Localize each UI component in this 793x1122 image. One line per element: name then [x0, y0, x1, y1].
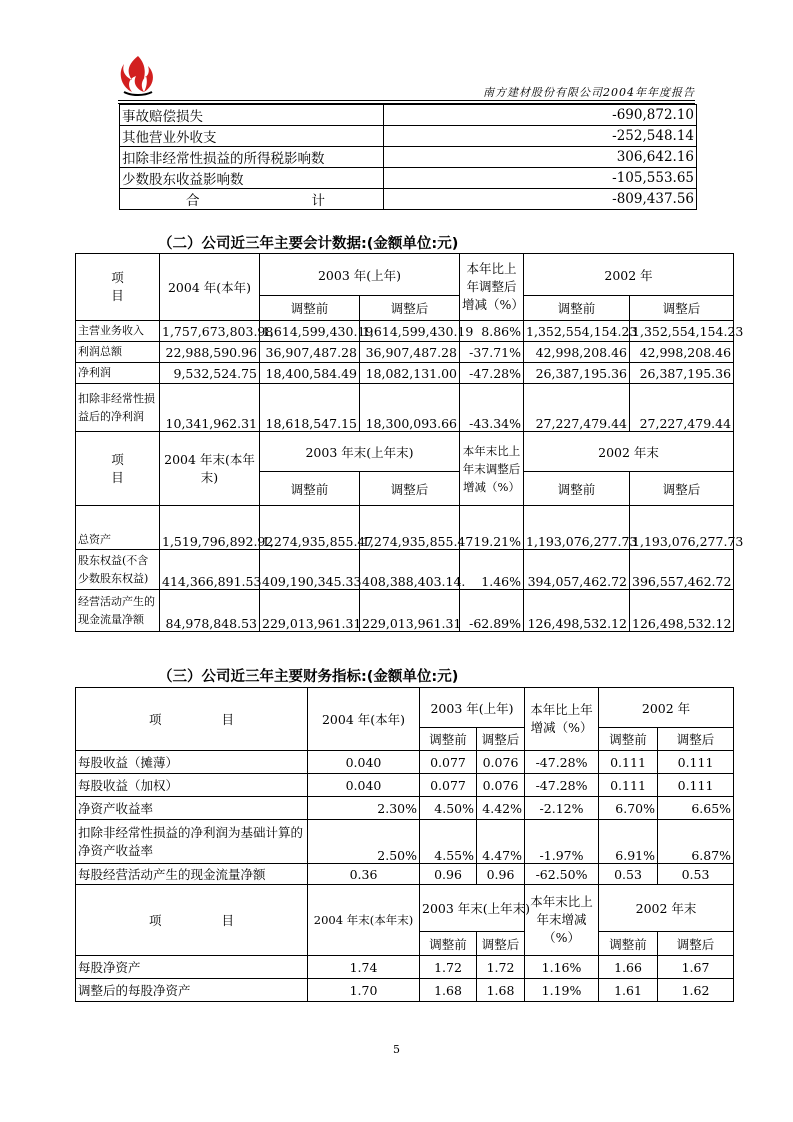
table-row — [76, 384, 734, 432]
col-2002-after: 调整后 — [658, 728, 734, 751]
cell-2002-before: 1,193,076,277.73 — [524, 506, 630, 550]
cell-change: -37.71% — [460, 342, 524, 363]
col-2002: 2002 年 — [599, 688, 734, 728]
row-value: -105,553.65 — [384, 168, 697, 189]
cell-2003-after: 4.42% — [477, 797, 525, 820]
row-label: 每股经营活动产生的现金流量净额 — [76, 864, 308, 885]
col-2003-end: 2003 年末(上年末) — [260, 432, 460, 472]
total-row — [120, 189, 697, 210]
row-label: 每股收益（加权） — [76, 774, 308, 797]
cell-2002-after: 1,193,076,277.73 — [630, 506, 734, 550]
cell-2004: 2.30% — [308, 797, 420, 820]
cell-change: 1.46% — [460, 550, 524, 590]
col-2003-before: 调整前 — [420, 728, 477, 751]
cell-2003-after: 1,614,599,430.19 — [360, 321, 460, 342]
financial-indicators-table — [75, 687, 734, 1002]
cell-2003-after: 408,388,403.14. — [360, 550, 460, 590]
col-item — [76, 885, 308, 956]
cell-2003-before: 229,013,961.31 — [260, 590, 360, 632]
cell-2004: 2.50% — [308, 820, 420, 864]
col-item-char-2: 目 — [221, 913, 235, 928]
table-row — [76, 956, 734, 979]
cell-2002-after: 26,387,195.36 — [630, 363, 734, 384]
cell-change: -62.89% — [460, 590, 524, 632]
row-label: 总资产 — [76, 506, 160, 550]
cell-2002-before: 27,227,479.44 — [524, 384, 630, 432]
cell-2002-after: 27,227,479.44 — [630, 384, 734, 432]
row-value: 306,642.16 — [384, 147, 697, 168]
header-row — [76, 254, 734, 296]
section3-title: （三）公司近三年主要财务指标:(金额单位:元) — [158, 669, 459, 685]
cell-2004: 414,366,891.53 — [160, 550, 260, 590]
col-change-end: 本年末比上年末增减（%） — [525, 885, 599, 956]
cell-2004: 1.70 — [308, 979, 420, 1002]
cell-2004: 84,978,848.53 — [160, 590, 260, 632]
col-item — [76, 688, 308, 751]
cell-change: -47.28% — [525, 774, 599, 797]
cell-change: -62.50% — [525, 864, 599, 885]
cell-2003-before: 18,400,584.49 — [260, 363, 360, 384]
table-row — [76, 506, 734, 550]
cell-2002-after: 6.65% — [658, 797, 734, 820]
col-2004: 2004 年(本年) — [160, 254, 260, 321]
col-2003: 2003 年(上年) — [420, 688, 525, 728]
cell-2003-after: 0.076 — [477, 751, 525, 774]
table-row — [76, 363, 734, 384]
header-row — [76, 688, 734, 728]
cell-2002-before: 394,057,462.72 — [524, 550, 630, 590]
cell-change: 8.86% — [460, 321, 524, 342]
table-row — [76, 321, 734, 342]
cell-2004: 0.040 — [308, 774, 420, 797]
col-2002-end: 2002 年末 — [599, 885, 734, 932]
col-change: 本年比上年调整后增减（%） — [460, 254, 524, 321]
cell-2004: 1,757,673,803.98 — [160, 321, 260, 342]
cell-2004: 1,519,796,892.92 — [160, 506, 260, 550]
row-label: 净资产收益率 — [76, 797, 308, 820]
cell-2003-after: 229,013,961.31 — [360, 590, 460, 632]
row-label: 其他营业外收支 — [120, 126, 384, 147]
row-label: 利润总额 — [76, 342, 160, 363]
cell-2003-after: 1.72 — [477, 956, 525, 979]
row-label: 每股净资产 — [76, 956, 308, 979]
cell-change: 1.19% — [525, 979, 599, 1002]
row-value: -252,548.14 — [384, 126, 697, 147]
total-value: -809,437.56 — [384, 189, 697, 210]
cell-2002-after: 1.62 — [658, 979, 734, 1002]
cell-2003-after: 1,274,935,855.47 — [360, 506, 460, 550]
cell-change: -43.34% — [460, 384, 524, 432]
col-2003: 2003 年(上年) — [260, 254, 460, 296]
cell-change: -2.12% — [525, 797, 599, 820]
row-label: 经营活动产生的现金流量净额 — [76, 590, 160, 632]
cell-2002-before: 126,498,532.12 — [524, 590, 630, 632]
cell-2002-before: 0.111 — [599, 751, 658, 774]
row-label: 主营业务收入 — [76, 321, 160, 342]
cell-2002-after: 1,352,554,154.23 — [630, 321, 734, 342]
cell-2002-after: 1.67 — [658, 956, 734, 979]
col-2003-before: 调整前 — [260, 296, 360, 321]
table-row — [76, 820, 734, 864]
col-item: 项 目 — [76, 432, 160, 506]
col-2003-end: 2003 年末(上年末) — [420, 885, 525, 932]
accounting-data-table — [75, 253, 744, 632]
cell-2002-before: 26,387,195.36 — [524, 363, 630, 384]
col-2003-after: 调整后 — [360, 472, 460, 506]
col-2002-after: 调整后 — [658, 932, 734, 956]
cell-2003-before: 0.96 — [420, 864, 477, 885]
cell-2002-before: 0.53 — [599, 864, 658, 885]
cell-2003-after: 0.076 — [477, 774, 525, 797]
cell-2003-before: 1.68 — [420, 979, 477, 1002]
cell-2002-before: 1,352,554,154.23 — [524, 321, 630, 342]
table-row — [120, 168, 697, 189]
cell-2003-before: 409,190,345.33 — [260, 550, 360, 590]
row-label: 调整后的每股净资产 — [76, 979, 308, 1002]
cell-2003-before: 4.50% — [420, 797, 477, 820]
col-item-char-1: 项 — [148, 913, 162, 928]
col-2002-before: 调整前 — [599, 932, 658, 956]
row-label: 扣除非经常性损益的净利润为基础计算的净资产收益率 — [76, 820, 308, 864]
col-2003-before: 调整前 — [260, 472, 360, 506]
cell-2004: 10,341,962.31 — [160, 384, 260, 432]
col-2003-after: 调整后 — [477, 728, 525, 751]
cell-change: -47.28% — [460, 363, 524, 384]
col-change-end: 本年末比上年末调整后增减（%） — [460, 432, 524, 506]
cell-2003-before: 1,614,599,430.19 — [260, 321, 360, 342]
cell-2003-before: 0.077 — [420, 751, 477, 774]
cell-2003-before: 18,618,547.15 — [260, 384, 360, 432]
cell-2002-after: 6.87% — [658, 820, 734, 864]
cell-change: 1.16% — [525, 956, 599, 979]
table-row — [76, 342, 734, 363]
row-label: 扣除非经常性损益的所得税影响数 — [120, 147, 384, 168]
cell-2002-after: 0.111 — [658, 774, 734, 797]
section2-title: （二）公司近三年主要会计数据:(金额单位:元) — [158, 236, 459, 252]
table-row — [120, 126, 697, 147]
col-2003-after: 调整后 — [360, 296, 460, 321]
cell-2002-before: 6.91% — [599, 820, 658, 864]
cell-2004: 1.74 — [308, 956, 420, 979]
col-2002-before: 调整前 — [524, 472, 630, 506]
nonrecurring-items-table — [119, 104, 697, 210]
cell-2003-after: 18,082,131.00 — [360, 363, 460, 384]
cell-2003-after: 36,907,487.28 — [360, 342, 460, 363]
col-2002-after: 调整后 — [630, 472, 734, 506]
cell-2002-after: 396,557,462.72 — [630, 550, 734, 590]
row-label: 扣除非经常性损益后的净利润 — [76, 384, 160, 432]
col-item-char-2: 目 — [221, 712, 235, 727]
cell-2002-after: 0.53 — [658, 864, 734, 885]
cell-2003-before: 36,907,487.28 — [260, 342, 360, 363]
cell-2003-before: 4.55% — [420, 820, 477, 864]
header-row — [76, 885, 734, 932]
table-row — [76, 979, 734, 1002]
row-label: 每股收益（摊薄） — [76, 751, 308, 774]
table-row — [76, 751, 734, 774]
col-2003-after: 调整后 — [477, 932, 525, 956]
cell-change: -47.28% — [525, 751, 599, 774]
table-row — [76, 550, 734, 590]
row-label: 股东权益(不含少数股东权益) — [76, 550, 160, 590]
col-2002-before: 调整前 — [524, 296, 630, 321]
table-row — [120, 105, 697, 126]
table-row — [76, 590, 734, 632]
cell-2003-after: 18,300,093.66 — [360, 384, 460, 432]
header-rule — [118, 100, 695, 101]
row-label: 事故赔偿损失 — [120, 105, 384, 126]
col-2003-before: 调整前 — [420, 932, 477, 956]
total-label-2: 计 — [311, 193, 325, 209]
cell-2003-before: 1.72 — [420, 956, 477, 979]
company-logo-icon — [118, 54, 158, 96]
cell-2002-before: 0.111 — [599, 774, 658, 797]
cell-2002-before: 1.66 — [599, 956, 658, 979]
table-row — [76, 774, 734, 797]
col-2004-end: 2004 年末(本年末) — [160, 432, 260, 506]
page-number: 5 — [393, 1043, 400, 1056]
cell-2002-before: 6.70% — [599, 797, 658, 820]
col-2002-after: 调整后 — [630, 296, 734, 321]
row-value: -690,872.10 — [384, 105, 697, 126]
col-2004: 2004 年(本年) — [308, 688, 420, 751]
header-row — [76, 432, 734, 472]
col-change: 本年比上年增减（%） — [525, 688, 599, 751]
row-label: 少数股东收益影响数 — [120, 168, 384, 189]
cell-2002-before: 42,998,208.46 — [524, 342, 630, 363]
col-item-char-1: 项 — [148, 712, 162, 727]
total-label — [120, 189, 384, 210]
col-2004-end: 2004 年末(本年末) — [308, 885, 420, 956]
cell-change: -1.97% — [525, 820, 599, 864]
col-2002: 2002 年 — [524, 254, 734, 296]
col-2002-end: 2002 年末 — [524, 432, 734, 472]
row-label: 净利润 — [76, 363, 160, 384]
table-row — [76, 797, 734, 820]
cell-2002-after: 0.111 — [658, 751, 734, 774]
cell-2003-after: 0.96 — [477, 864, 525, 885]
col-2002-before: 调整前 — [599, 728, 658, 751]
cell-2004: 9,532,524.75 — [160, 363, 260, 384]
cell-2004: 22,988,590.96 — [160, 342, 260, 363]
cell-2002-after: 42,998,208.46 — [630, 342, 734, 363]
total-label-1: 合 — [186, 193, 200, 209]
table-row — [76, 864, 734, 885]
report-title: 南方建材股份有限公司2004年年度报告 — [483, 86, 695, 99]
cell-2003-after: 4.47% — [477, 820, 525, 864]
cell-2003-after: 1.68 — [477, 979, 525, 1002]
cell-2004: 0.36 — [308, 864, 420, 885]
cell-change: 19.21% — [460, 506, 524, 550]
cell-2002-before: 1.61 — [599, 979, 658, 1002]
table-row — [120, 147, 697, 168]
cell-2003-before: 0.077 — [420, 774, 477, 797]
col-item: 项 目 — [76, 254, 160, 321]
cell-2004: 0.040 — [308, 751, 420, 774]
cell-2002-after: 126,498,532.12 — [630, 590, 734, 632]
cell-2003-before: 1,274,935,855.47 — [260, 506, 360, 550]
